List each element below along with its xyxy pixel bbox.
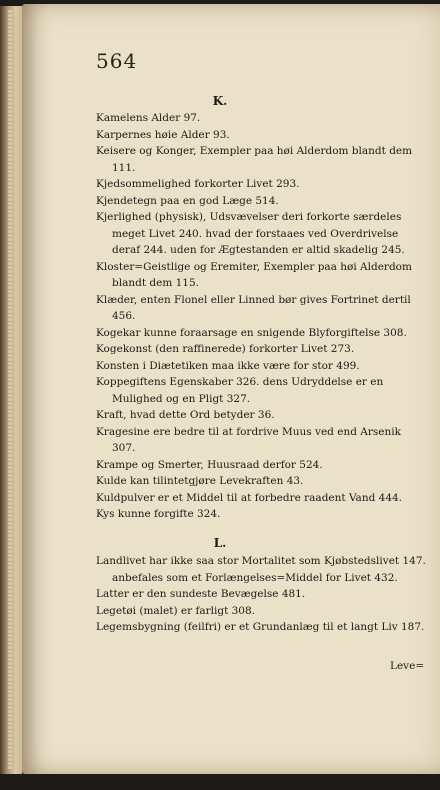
page-number: 564	[96, 49, 138, 73]
index-entry: Landlivet har ikke saa stor Mortalitet som Kjøbstedslivet 147. anbefales som et Forlængelses=Middel for Livet 432.	[96, 555, 426, 584]
index-entry: Kamelens Alder 97.	[96, 112, 201, 124]
index-entry: Kogekar kunne foraarsage en snigende Blyforgiftelse 308.	[96, 326, 407, 339]
index-entry: Kys kunne forgifte 324.	[96, 508, 221, 520]
index-entry: Konsten i Diætetiken maa ikke være for stor 499.	[96, 359, 360, 372]
index-list-l	[96, 553, 426, 636]
index-entry: Kogekonst (den raffinerede) forkorter Livet 273.	[96, 343, 355, 355]
index-entry: Kragesine ere bedre til at fordrive Muus ved end Arsenik 307.	[96, 425, 401, 454]
index-entry: Krampe og Smerter, Huusraad derfor 524.	[96, 458, 323, 471]
index-entry: Kjerlighed (physisk), Udsvævelser deri forkorte særdeles meget Livet 240. hvad der forstaaes ved Overdrivelse deraf 244. uden for Ægtestanden er altid skadelig 245.	[96, 211, 405, 256]
index-entry: Kulde kan tilintetgjøre Levekraften 43.	[96, 475, 304, 487]
page-edges	[8, 10, 12, 770]
index-entry: Kjedsommelighed forkorter Livet 293.	[96, 178, 300, 190]
index-entry: Kjendetegn paa en god Læge 514.	[96, 194, 279, 207]
index-entry: Kuldpulver er et Middel til at forbedre raadent Vand 444.	[96, 491, 403, 504]
index-entry: Legetøi (malet) er farligt 308.	[96, 604, 256, 617]
index-entry: Keisere og Konger, Exempler paa høi Alderdom blandt dem 111.	[96, 145, 413, 174]
section-heading-l: L.	[213, 536, 227, 550]
section-heading-k: K.	[212, 94, 228, 108]
index-entry: Kraft, hvad dette Ord betyder 36.	[96, 409, 275, 421]
catchword: Leve=	[390, 660, 425, 672]
index-entry: Kloster=Geistlige og Eremiter, Exempler paa høi Alderdom blandt dem 115.	[96, 260, 412, 289]
index-entry: Klæder, enten Flonel eller Linned bør gives Fortrinet dertil 456.	[96, 293, 411, 322]
index-entry: Koppegiftens Egenskaber 326. dens Udryddelse er en Mulighed og en Pligt 327.	[96, 376, 384, 405]
index-entry: Latter er den sundeste Bevægelse 481.	[96, 588, 306, 600]
index-entry: Legemsbygning (feilfri) er et Grundanlæg til et langt Liv 187.	[96, 621, 425, 633]
index-entry: Karpernes høie Alder 93.	[96, 128, 230, 141]
index-list-k	[96, 110, 426, 523]
